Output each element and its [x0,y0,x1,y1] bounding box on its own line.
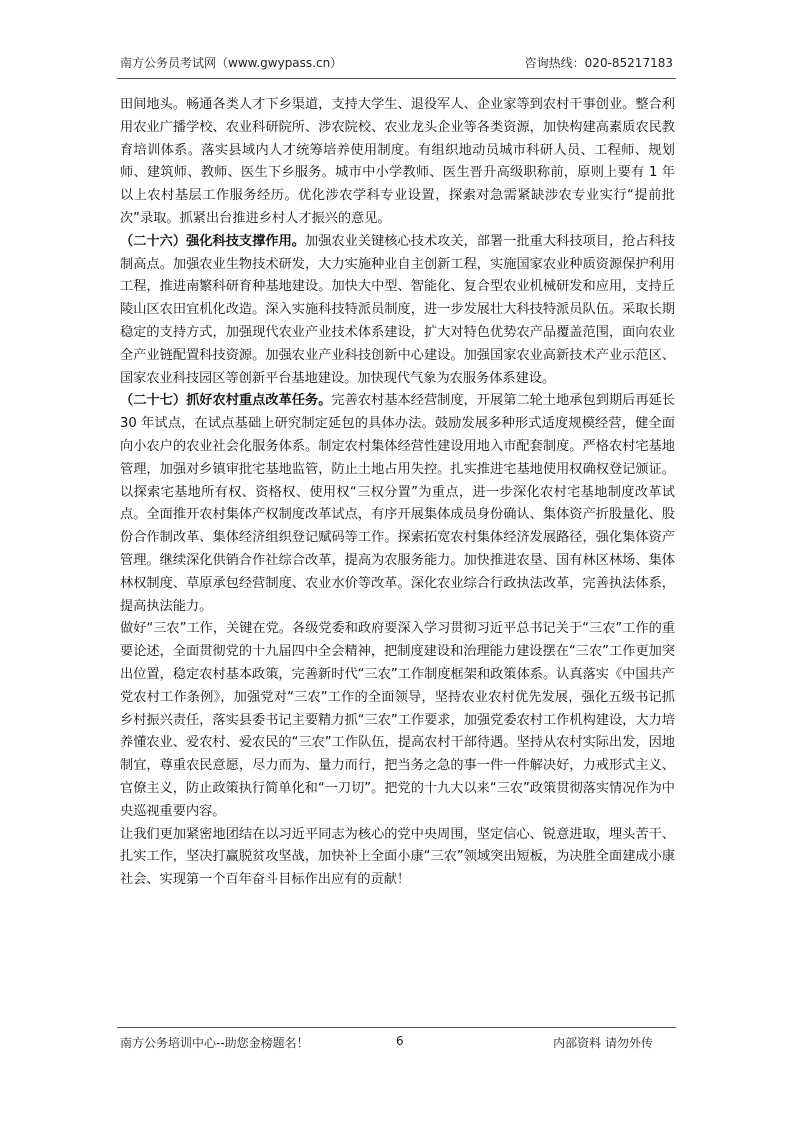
paragraph-party-leadership: 做好“三农”工作，关键在党。各级党委和政府要深入学习贯彻习近平总书记关于“三农”工作的重要论述，全面贯彻党的十九届四中全会精神，把制度建设和治理能力建设摆在“三农”工作更加突出位置，稳定农村基本政策，完善新时代“三农”工作制度框架和政策体系。认真落实《中国共产党农村工作条例》，加强党对“三农”工作的全面领导，坚持农业农村优先发展，强化五级书记抓乡村振兴责任，落实县委书记主要精力抓“三农”工作要求，加强党委农村工作机构建设，大力培养懂农业、爱农村、爱农民的“三农”工作队伍，提高农村干部待遇。坚持从农村实际出发，因地制宜，尊重农民意愿，尽力而为、量力而行，把当务之急的事一件一件解决好，力戒形式主义、官僚主义，防止政策执行简单化和“一刀切”。把党的十九大以来“三农”政策贯彻落实情况作为中央巡视重要内容。 [120,621,675,819]
header-site-name: 南方公务员考试网（www.gwypass.cn） [120,55,343,70]
section-heading-27: （二十七）抓好农村重点改革任务。 [120,393,332,409]
footer-divider [117,1027,676,1028]
paragraph-science-tech [120,231,675,391]
page-footer [120,1034,673,1054]
header-divider [117,78,676,79]
header-hotline: 咨询热线：020-85217183 [524,55,673,70]
paragraph-rural-reform [120,390,675,618]
footer-slogan: 南方公务培训中心--助您金榜题名！ [120,1036,309,1050]
paragraph-closing: 让我们更加紧密地团结在以习近平同志为核心的党中央周围，坚定信心、锐意进取，埋头苦干、扎实工作，坚决打赢脱贫攻坚战，加快补上全面小康“三农”领域突出短板，为决胜全面建成小康社会、实现第一个百年奋斗目标作出应有的贡献！ [120,826,675,888]
section-heading-26: （二十六）强化科技支撑作用。 [120,233,306,249]
paragraph-talent: 田间地头。畅通各类人才下乡渠道，支持大学生、退役军人、企业家等到农村干事创业。整合利用农业广播学校、农业科研院所、涉农院校、农业龙头企业等各类资源，加快构建高素质农民教育培训体系。落实县域内人才统筹培养使用制度。有组织地动员城市科研人员、工程师、规划师、建筑师、教师、医生下乡服务。城市中小学教师、医生晋升高级职称前，原则上要有 1 年以上农村基层工作服务经历。优化涉农学科专业设置，探索对急需紧缺涉农专业实行“提前批次”录取。抓紧出台推进乡村人才振兴的意见。 [120,97,675,226]
page-number: 6 [396,1034,404,1048]
section-text-27: 完善农村基本经营制度，开展第二轮土地承包到期后再延长 30 年试点，在试点基础上研究制定延包的具体办法。鼓励发展多种形式适度规模经营，健全面向小农户的农业社会化服务体系。制定农村集体经营性建设用地入市配套制度。严格农村宅基地管理，加强对乡镇审批宅基地监管，防止土地占用失控。扎实推进宅基地使用权确权登记颁证。以探索宅基地所有权、资格权、使用权“三权分置”为重点，进一步深化农村宅基地制度改革试点。全面推开农村集体产权制度改革试点，有序开展集体成员身份确认、集体资产折股量化、股份合作制改革、集体经济组织登记赋码等工作。探索拓宽农村集体经济发展路径，强化集体资产管理。继续深化供销合作社综合改革，提高为农服务能力。加快推进农垦、国有林区林场、集体林权制度、草原承包经营制度、农业水价等改革。深化农业综合行政执法改革，完善执法体系，提高执法能力。 [120,393,675,614]
section-text-26: 加强农业关键核心技术攻关，部署一批重大科技项目，抢占科技制高点。加强农业生物技术研发，大力实施种业自主创新工程，实施国家农业种质资源保护利用工程，推进南繁科研育种基地建设。加快大中型、智能化、复合型农业机械研发和应用，支持丘陵山区农田宜机化改造。深入实施科技特派员制度，进一步发展壮大科技特派员队伍。采取长期稳定的支持方式，加强现代农业产业技术体系建设，扩大对特色优势农产品覆盖范围，面向农业全产业链配置科技资源。加强农业产业科技创新中心建设。加强国家农业高新技术产业示范区、国家农业科技园区等创新平台基地建设。加快现代气象为农服务体系建设。 [120,233,676,386]
page-header [120,52,673,72]
document-body [120,94,675,892]
footer-notice: 内部资料 请勿外传 [553,1036,653,1050]
